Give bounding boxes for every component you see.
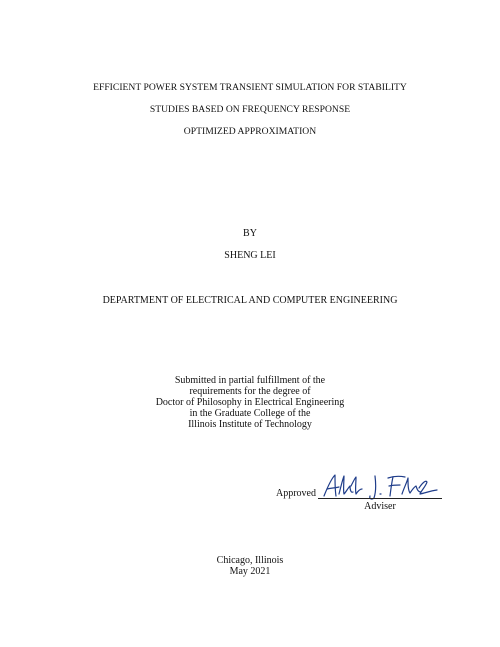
submission-line-3: Doctor of Philosophy in Electrical Engineering xyxy=(155,397,345,408)
thesis-title-line-3: OPTIMIZED APPROXIMATION xyxy=(183,126,317,137)
submission-line-4: in the Graduate College of the xyxy=(189,408,311,419)
location: Chicago, Illinois xyxy=(216,555,284,566)
submission-line-2: requirements for the degree of xyxy=(189,386,311,397)
thesis-title-line-2: STUDIES BASED ON FREQUENCY RESPONSE xyxy=(149,104,351,115)
approved-label: Approved xyxy=(276,488,316,499)
department-name: DEPARTMENT OF ELECTRICAL AND COMPUTER ENGINEERING xyxy=(102,295,398,306)
author-name: SHENG LEI xyxy=(224,250,276,261)
adviser-signature xyxy=(320,472,440,500)
submission-line-5: Illinois Institute of Technology xyxy=(188,419,312,430)
date: May 2021 xyxy=(229,566,271,577)
thesis-title-line-1: EFFICIENT POWER SYSTEM TRANSIENT SIMULATION FOR STABILITY xyxy=(93,82,407,93)
adviser-label: Adviser xyxy=(364,501,396,512)
by-label: BY xyxy=(243,228,257,239)
approval-signature-line xyxy=(318,498,442,499)
submission-line-1: Submitted in partial fulfillment of the xyxy=(174,375,326,386)
